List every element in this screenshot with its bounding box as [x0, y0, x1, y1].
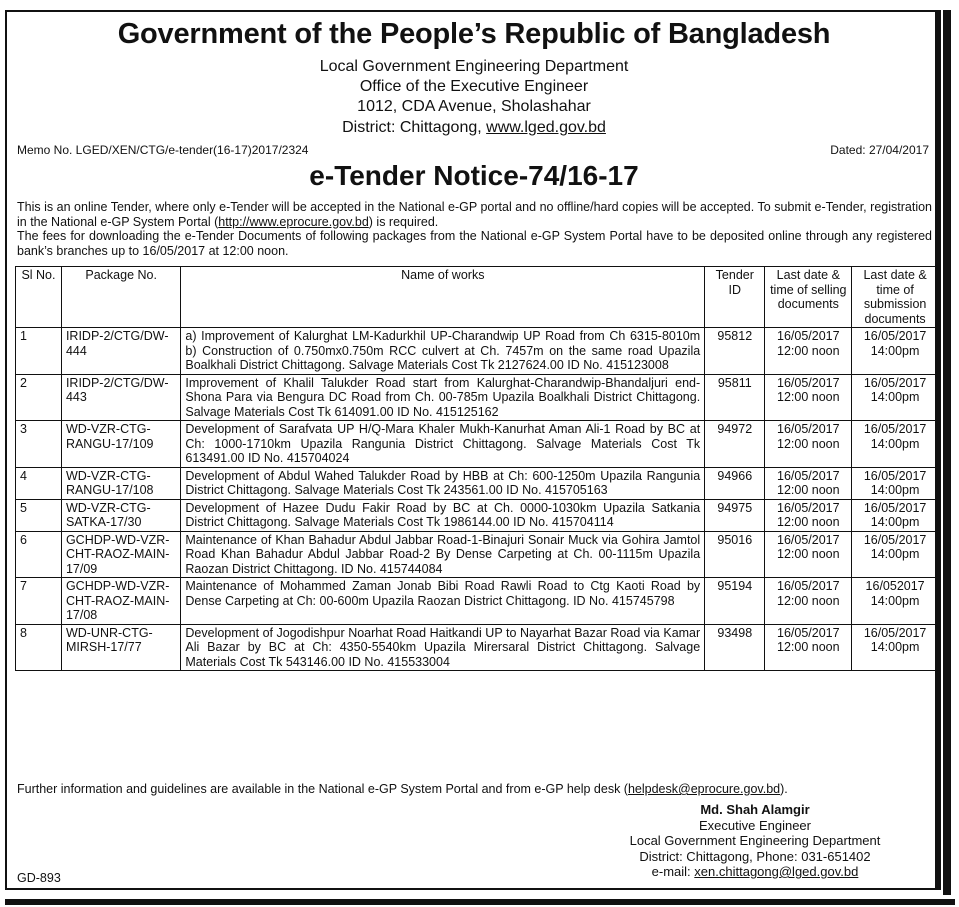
cell-name-of-works: Development of Abdul Wahed Talukder Road by HBB at Ch: 600-1250m Upazila Rangunia District Chittagong. Salvage Materials Cost Tk 243561.00 ID No. 415705163 — [181, 467, 705, 499]
sub-date: 16/052017 — [865, 579, 925, 593]
office-address: 1012, CDA Avenue, Sholashahar — [357, 98, 591, 115]
cell-submission-deadline — [852, 421, 939, 468]
table-row — [16, 374, 939, 421]
dated: Dated: 27/04/2017 — [830, 143, 929, 157]
top-border — [0, 0, 959, 8]
sub-date: 16/05/2017 — [863, 422, 927, 436]
footer-text-a: Further information and guidelines are available in the National e-GP System Portal and from e-GP help desk ( — [17, 782, 628, 796]
intro-text — [17, 200, 932, 258]
sub-time: 14:00pm — [870, 640, 920, 654]
table-row — [16, 467, 939, 499]
signatory-department: Local Government Engineering Department — [629, 833, 881, 848]
header-sl: Sl No. — [16, 267, 62, 328]
cell-selling-deadline — [765, 374, 852, 421]
cell-selling-deadline — [765, 467, 852, 499]
cell-tender-id: 93498 — [705, 624, 765, 671]
cell-selling-deadline — [765, 531, 852, 578]
cell-name-of-works: Development of Sarafvata UP H/Q-Mara Khaler Mukh-Kanurhat Aman Ali-1 Road by BC at Ch: 1000-1710km Upazila Rangunia District Chittagong. Salvage Materials Cost Tk 613491.00 ID No. 415704024 — [181, 421, 705, 468]
sell-date: 16/05/2017 — [777, 625, 840, 640]
sub-date: 16/05/2017 — [863, 329, 927, 343]
website-link[interactable]: www.lged.gov.bd — [486, 119, 606, 136]
cell-sl: 4 — [16, 467, 62, 499]
sell-time: 12:00 noon — [777, 343, 840, 358]
cell-sl: 1 — [16, 328, 62, 375]
notice-title: e-Tender Notice-74/16-17 — [309, 160, 639, 191]
header-submission: Last date & time of submission documents — [852, 267, 939, 328]
table-header-row — [16, 267, 939, 328]
sub-time: 14:00pm — [870, 390, 920, 404]
sell-date: 16/05/2017 — [777, 468, 840, 483]
table-row — [16, 578, 939, 625]
sell-time: 12:00 noon — [777, 547, 840, 561]
sub-time: 14:00pm — [870, 547, 920, 561]
header-selling: Last date & time of selling documents — [765, 267, 852, 328]
sub-date: 16/05/2017 — [863, 375, 927, 390]
sub-date: 16/05/2017 — [863, 468, 927, 483]
cell-selling-deadline — [765, 499, 852, 531]
table-row — [16, 531, 939, 578]
sell-time: 12:00 noon — [777, 390, 840, 404]
gd-number: GD-893 — [17, 871, 61, 885]
signatory-name: Md. Shah Alamgir — [700, 802, 810, 817]
cell-tender-id: 94972 — [705, 421, 765, 468]
sell-date: 16/05/2017 — [777, 532, 840, 547]
table-row — [16, 328, 939, 375]
works-table — [15, 266, 939, 671]
right-border-bar — [943, 10, 951, 895]
cell-selling-deadline — [765, 578, 852, 625]
memo-number: Memo No. LGED/XEN/CTG/e-tender(16-17)2017/2324 — [17, 143, 309, 157]
cell-name-of-works: Development of Hazee Dudu Fakir Road by BC at Ch. 0000-1030km Upazila Satkania District Chittagong. Salvage Materials Cost Tk 1986144.00 ID No. 415704114 — [181, 499, 705, 531]
sub-time: 14:00pm — [870, 593, 920, 608]
sell-time: 12:00 noon — [777, 436, 840, 451]
cell-submission-deadline — [852, 328, 939, 375]
cell-sl: 8 — [16, 624, 62, 671]
table-row — [16, 499, 939, 531]
cell-name-of-works: a) Improvement of Kalurghat LM-Kadurkhil UP-Charandwip UP Road from Ch 6315-8010m b) Construction of 0.750mx0.750m RCC culvert at Ch. 7457m on the same road Upazila Boalkhali District Chittagong. Salvage Materials Cost Tk 2127624.00 ID No. 415123008 — [181, 328, 705, 375]
government-title: Government of the People’s Republic of Bangladesh — [117, 18, 831, 50]
cell-submission-deadline — [852, 467, 939, 499]
cell-sl: 2 — [16, 374, 62, 421]
signatory-email-link[interactable]: xen.chittagong@lged.gov.bd — [694, 864, 859, 879]
signature-block — [620, 802, 890, 880]
cell-package: WD-VZR-CTG-RANGU-17/109 — [61, 421, 180, 468]
cell-sl: 6 — [16, 531, 62, 578]
cell-submission-deadline — [852, 624, 939, 671]
sell-date: 16/05/2017 — [777, 500, 840, 515]
eprocure-link[interactable]: http://www.eprocure.gov.bd — [218, 214, 369, 229]
cell-sl: 3 — [16, 421, 62, 468]
office-name: Office of the Executive Engineer — [359, 78, 589, 95]
cell-submission-deadline — [852, 578, 939, 625]
sub-time: 14:00pm — [870, 343, 920, 358]
sell-date: 16/05/2017 — [777, 422, 840, 436]
sell-date: 16/05/2017 — [777, 329, 840, 343]
cell-name-of-works: Maintenance of Mohammed Zaman Jonab Bibi Road Rawli Road to Ctg Kaoti Road by Dense Carpeting at Ch: 00-600m Upazila Raozan District Chittagong. ID No. 415745798 — [181, 578, 705, 625]
cell-package: WD-VZR-CTG-RANGU-17/108 — [61, 467, 180, 499]
signatory-email-line — [620, 864, 890, 880]
cell-tender-id: 94966 — [705, 467, 765, 499]
sell-time: 12:00 noon — [777, 640, 840, 654]
cell-package: WD-VZR-CTG-SATKA-17/30 — [61, 499, 180, 531]
table-body — [16, 328, 939, 671]
signatory-title: Executive Engineer — [698, 817, 811, 833]
district-label: District: Chittagong, — [342, 119, 482, 136]
header-package: Package No. — [61, 267, 180, 328]
district-line — [0, 118, 948, 138]
cell-selling-deadline — [765, 421, 852, 468]
bottom-border-bar — [5, 899, 955, 905]
sub-date: 16/05/2017 — [863, 500, 927, 515]
cell-tender-id: 95812 — [705, 328, 765, 375]
header-name: Name of works — [181, 267, 705, 328]
cell-package: GCHDP-WD-VZR-CHT-RAOZ-MAIN-17/08 — [61, 578, 180, 625]
cell-submission-deadline — [852, 374, 939, 421]
sell-date: 16/05/2017 — [777, 579, 840, 593]
sub-time: 14:00pm — [870, 483, 920, 497]
signatory-contact: District: Chittagong, Phone: 031-651402 — [639, 848, 871, 864]
sub-date: 16/05/2017 — [863, 625, 927, 640]
cell-submission-deadline — [852, 531, 939, 578]
cell-name-of-works: Improvement of Khalil Talukder Road start from Kalurghat-Charandwip-Bhandaljuri end-Shona Para via Bengura DC Road from Ch. 00-785m Upazila Boalkhali District Chittagong. Salvage Materials Cost Tk 614091.00 ID No. 415125162 — [181, 374, 705, 421]
intro-paragraph-1 — [17, 200, 932, 229]
intro-p1-end: ) is required. — [368, 214, 439, 229]
table-row — [16, 624, 939, 671]
footer-text-b: ). — [780, 782, 788, 796]
cell-tender-id: 95811 — [705, 374, 765, 421]
cell-tender-id: 95194 — [705, 578, 765, 625]
helpdesk-email-link[interactable]: helpdesk@eprocure.gov.bd — [627, 782, 781, 796]
cell-name-of-works: Maintenance of Khan Bahadur Abdul Jabbar Road-1-Binajuri Sonair Muck via Gohira Jamtol Road Khan Bahadur Abdul Jabbar Road-2 By Dense Carpeting at Ch. 00-1115m Upazila Raozan District Chittagong. ID No. 415744084 — [181, 531, 705, 578]
cell-tender-id: 94975 — [705, 499, 765, 531]
intro-paragraph-2: The fees for downloading the e-Tender Documents of following packages from the National e-GP System Portal have to be deposited online through any registered bank’s branches up to 16/05/2017 at 12:00 noon. — [17, 229, 932, 258]
cell-sl: 5 — [16, 499, 62, 531]
sub-time: 14:00pm — [870, 436, 920, 451]
sell-time: 12:00 noon — [777, 593, 840, 608]
sell-date: 16/05/2017 — [777, 375, 840, 390]
table-row — [16, 421, 939, 468]
header-tender-id: Tender ID — [705, 267, 765, 328]
sub-time: 14:00pm — [870, 515, 920, 529]
sub-date: 16/05/2017 — [863, 532, 927, 547]
cell-package: IRIDP-2/CTG/DW-443 — [61, 374, 180, 421]
cell-submission-deadline — [852, 499, 939, 531]
cell-selling-deadline — [765, 624, 852, 671]
cell-selling-deadline — [765, 328, 852, 375]
cell-name-of-works: Development of Jogodishpur Noarhat Road Haitkandi UP to Nayarhat Bazar Road via Kamar Ali Bazar by BC at Ch: 4350-5540km Upazila Mirersaral District Chittagong. Salvage Materials Cost Tk 543146.00 ID No. 415533004 — [181, 624, 705, 671]
sell-time: 12:00 noon — [777, 483, 840, 497]
intro-p1-text: This is an online Tender, where only e-Tender will be accepted in the National e-GP portal and no offline/hard copies will be accepted. To submit e-Tender, registration in the National e-GP System Portal ( — [17, 200, 932, 229]
department-name: Local Government Engineering Department — [319, 58, 629, 75]
cell-sl: 7 — [16, 578, 62, 625]
cell-package: IRIDP-2/CTG/DW-444 — [61, 328, 180, 375]
cell-tender-id: 95016 — [705, 531, 765, 578]
cell-package: WD-UNR-CTG-MIRSH-17/77 — [61, 624, 180, 671]
sell-time: 12:00 noon — [777, 515, 840, 529]
email-label: e-mail: — [651, 864, 691, 879]
cell-package: GCHDP-WD-VZR-CHT-RAOZ-MAIN-17/09 — [61, 531, 180, 578]
footer-text — [17, 782, 932, 796]
